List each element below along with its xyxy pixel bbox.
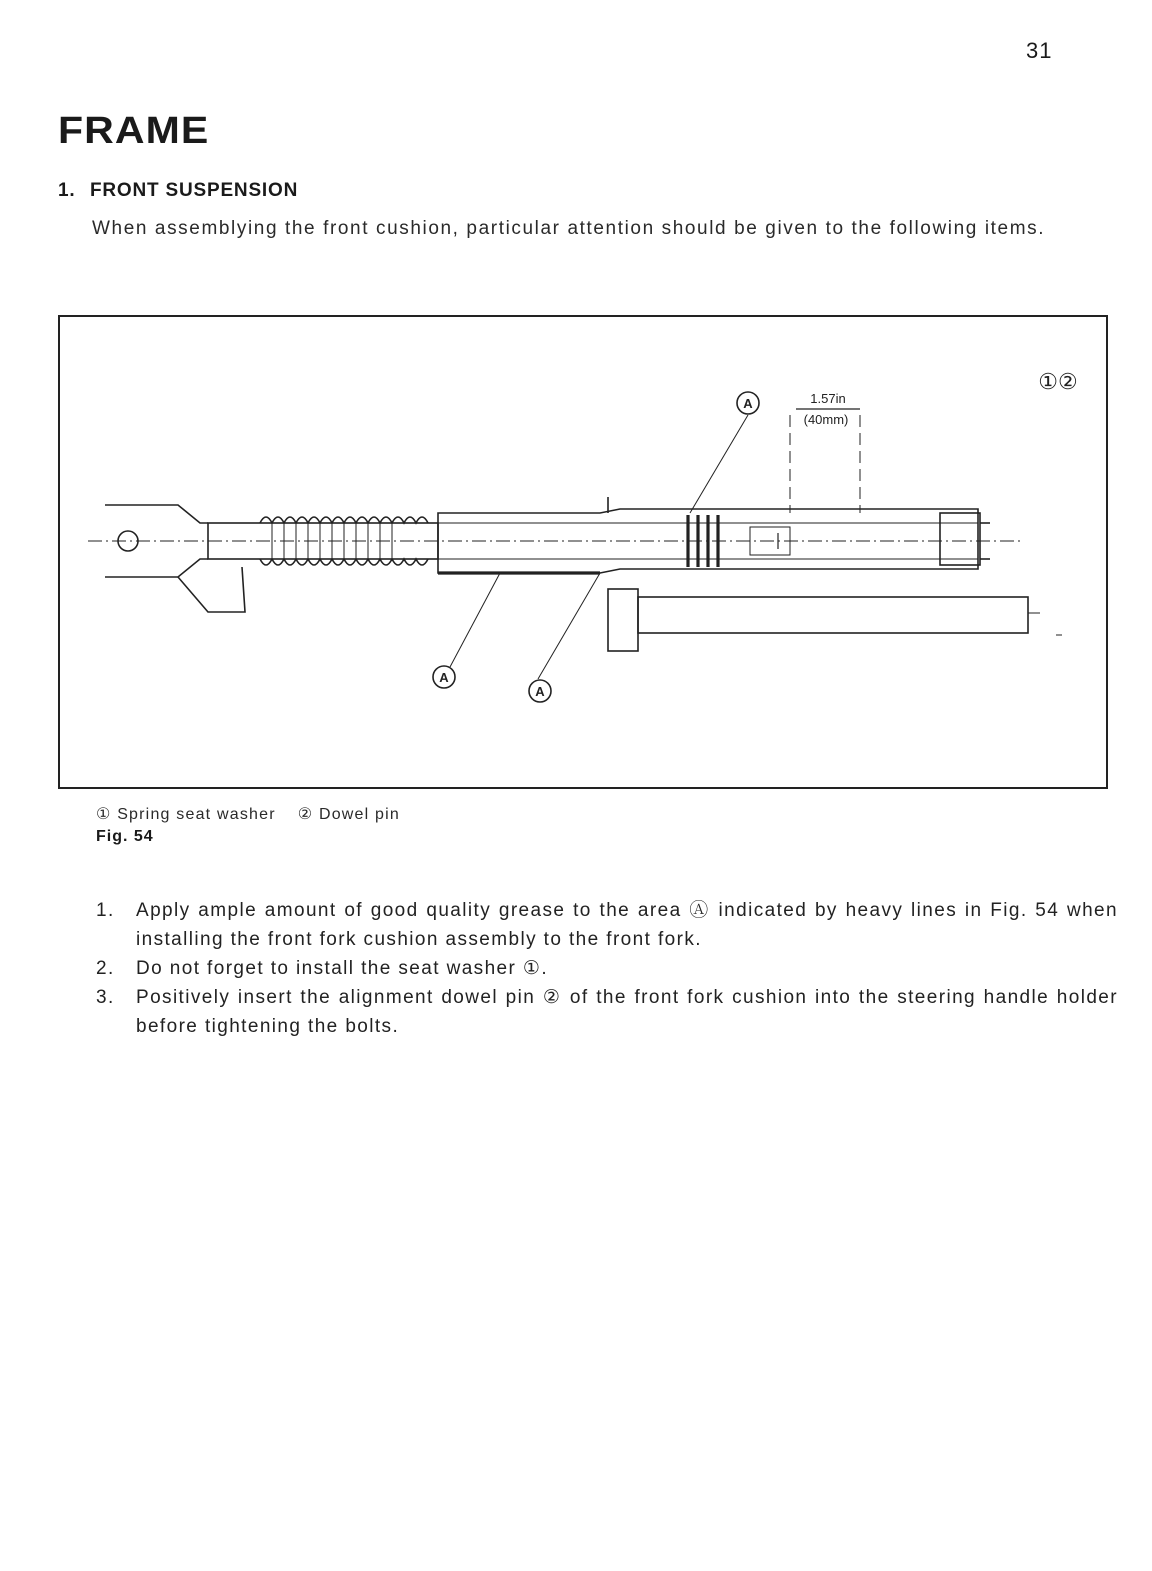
lower-bracket-top: [105, 505, 208, 523]
figure-label: Fig. 54: [96, 828, 154, 845]
instruction-list: [96, 896, 1118, 1041]
step-number: 3.: [96, 987, 115, 1008]
figure-54-frame: [58, 315, 1108, 789]
figure-legend: [96, 804, 422, 824]
step-number: 2.: [96, 958, 115, 979]
holder-flange: [608, 589, 638, 651]
bellows-top: [260, 517, 428, 523]
step-number: 1.: [96, 900, 115, 921]
holder-tube: [638, 597, 1028, 633]
end-cap: [940, 513, 980, 565]
svg-text:A: A: [439, 670, 449, 685]
instruction-step: [96, 983, 1118, 1041]
step-text: Do not forget to install the seat washer ①.: [136, 958, 549, 979]
svg-text:A: A: [535, 684, 545, 699]
section-title: [58, 180, 298, 202]
leader-line-right: [538, 573, 600, 679]
instruction-step: [96, 896, 1118, 954]
leader-line-top: [690, 415, 748, 513]
callout-a-top: [737, 392, 759, 414]
parts-callout: ①②: [1038, 369, 1078, 394]
section-title-text: FRONT SUSPENSION: [90, 180, 299, 201]
lower-bracket-tab: [178, 567, 245, 612]
leader-line-left: [450, 573, 500, 667]
legend-item-spring-seat-washer: ① Spring seat washer: [96, 806, 276, 823]
lower-bracket-bottom: [105, 559, 208, 577]
dimension-inches: 1.57in: [810, 391, 846, 406]
front-fork-cushion-diagram: [60, 317, 1106, 787]
callout-a-right: [529, 680, 551, 702]
step-text: Apply ample amount of good quality grease to the area Ⓐ indicated by heavy lines in Fig. 54 when installing the front fork cushion assembly to the front fork.: [136, 900, 1118, 950]
dimension-mm: (40mm): [803, 412, 849, 427]
svg-text:A: A: [743, 396, 753, 411]
instruction-step: [96, 954, 1118, 983]
callout-a-left: [433, 666, 455, 688]
legend-item-dowel-pin: ② Dowel pin: [297, 806, 400, 823]
step-text: Positively insert the alignment dowel pin ② of the front fork cushion into the steering handle holder before tightening the bolts.: [136, 987, 1118, 1037]
page-number: 31: [1026, 38, 1053, 63]
chapter-title: FRAME: [58, 110, 210, 152]
bellows-bottom: [260, 559, 428, 565]
section-number: 1.: [58, 180, 76, 201]
section-intro: When assemblying the front cushion, particular attention should be given to the following items.: [92, 218, 1046, 239]
